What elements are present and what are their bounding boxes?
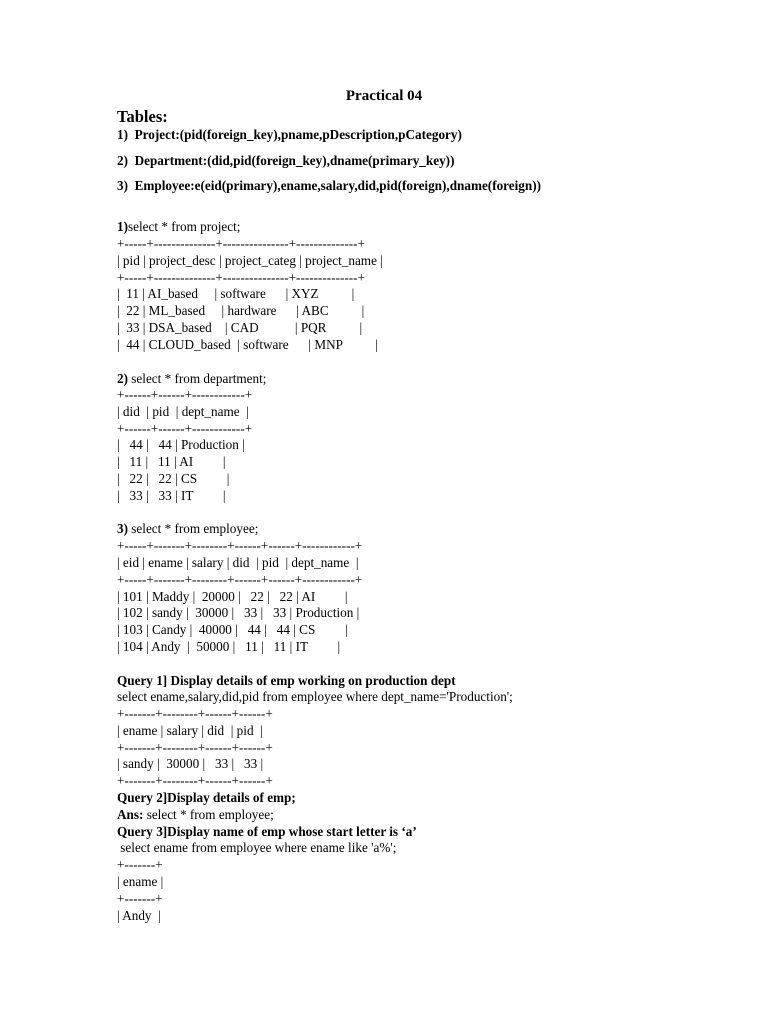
table-line: +-----+--------------+---------------+--------------+ (117, 270, 365, 285)
table-row: | Andy | (117, 908, 161, 923)
table-line: | ename | salary | did | pid | (117, 723, 263, 738)
query3-heading: Query 3]Display name of emp whose start letter is ‘a’ (117, 824, 417, 839)
table-line: +-------+--------+------+------+ (117, 706, 273, 721)
table-row: | 102 | sandy | 30000 | 33 | 33 | Production | (117, 605, 360, 620)
table-row: | sandy | 30000 | 33 | 33 | (117, 756, 264, 771)
section-project-query (117, 219, 240, 235)
sql-text: select * from employee; (128, 521, 259, 536)
table-line: +------+------+------------+ (117, 421, 253, 436)
answer-label: Ans: (117, 807, 144, 822)
section-number: 3) (117, 521, 128, 536)
table-row: | 11 | AI_based | software | XYZ | (117, 286, 355, 301)
table-line: +-----+-------+--------+------+------+------------+ (117, 572, 363, 587)
tables-heading: Tables: (117, 107, 168, 126)
table-line: | eid | ename | salary | did | pid | dept_name | (117, 555, 359, 570)
query2-heading: Query 2]Display details of emp; (117, 790, 296, 805)
table-line: +-------+ (117, 891, 163, 906)
query1-heading: Query 1] Display details of emp working on production dept (117, 673, 456, 688)
schema-employee: 3) Employee:e(eid(primary),ename,salary,did,pid(foreign),dname(foreign)) (117, 178, 542, 193)
table-line: | ename | (117, 874, 164, 889)
query3-sql: select ename from employee where ename like 'a%'; (117, 840, 397, 855)
table-row: | 44 | 44 | Production | (117, 437, 245, 452)
section-employee-query (117, 521, 258, 537)
table-line: +------+------+------------+ (117, 387, 253, 402)
table-line: +-------+--------+------+------+ (117, 773, 273, 788)
table-line: +-----+-------+--------+------+------+------------+ (117, 538, 363, 553)
table-row: | 22 | ML_based | hardware | ABC | (117, 303, 365, 318)
table-line: | did | pid | dept_name | (117, 404, 249, 419)
sql-text: select * from employee; (143, 807, 274, 822)
sql-text: select * from project; (128, 219, 241, 234)
schema-project: 1) Project:(pid(foreign_key),pname,pDescription,pCategory) (117, 127, 462, 142)
schema-department: 2) Department:(did,pid(foreign_key),dname(primary_key)) (117, 153, 455, 168)
table-line: +-----+--------------+---------------+--------------+ (117, 236, 365, 251)
table-row: | 104 | Andy | 50000 | 11 | 11 | IT | (117, 639, 341, 654)
table-row: | 22 | 22 | CS | (117, 471, 230, 486)
table-row: | 44 | CLOUD_based | software | MNP | (117, 337, 379, 352)
table-row: | 33 | DSA_based | CAD | PQR | (117, 320, 363, 335)
table-line: +-------+--------+------+------+ (117, 740, 273, 755)
table-row: | 33 | 33 | IT | (117, 488, 226, 503)
table-row: | 101 | Maddy | 20000 | 22 | 22 | AI | (117, 589, 348, 604)
section-number: 1) (117, 219, 128, 234)
query2-answer (117, 807, 274, 823)
document-title: Practical 04 (345, 88, 423, 104)
section-department-query (117, 371, 266, 387)
table-row: | 11 | 11 | AI | (117, 454, 226, 469)
sql-text: select * from department; (128, 371, 267, 386)
query1-sql: select ename,salary,did,pid from employee where dept_name='Production'; (117, 689, 513, 704)
table-row: | 103 | Candy | 40000 | 44 | 44 | CS | (117, 622, 348, 637)
table-line: | pid | project_desc | project_categ | project_name | (117, 253, 383, 268)
table-line: +-------+ (117, 857, 163, 872)
section-number: 2) (117, 371, 128, 386)
